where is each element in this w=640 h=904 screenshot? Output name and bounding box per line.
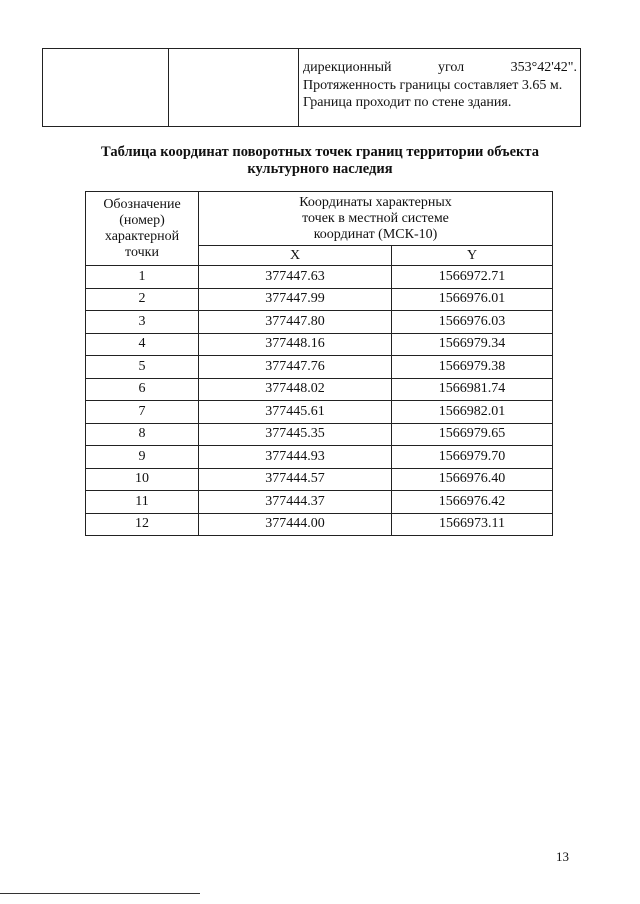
description-word: дирекционный [303,60,392,75]
y-coordinate-cell: 1566976.01 [392,288,553,311]
header-line: Обозначение [103,196,181,212]
y-coordinate-cell: 1566976.42 [392,491,553,514]
table-row [86,288,553,311]
header-line: точек в местной системе [302,210,449,226]
point-number-cell: 3 [86,311,199,334]
x-coordinate-cell: 377444.37 [199,491,392,514]
boundary-description-cell [299,49,581,127]
header-x: X [199,246,392,266]
x-coordinate-cell: 377447.76 [199,356,392,379]
y-coordinate-cell: 1566979.34 [392,333,553,356]
table-row [86,401,553,424]
x-coordinate-cell: 377447.80 [199,311,392,334]
header-line: (номер) [119,212,165,228]
y-coordinate-cell: 1566976.03 [392,311,553,334]
point-number-cell: 5 [86,356,199,379]
point-number-cell: 9 [86,446,199,469]
empty-cell [43,49,169,127]
table-row [86,266,553,289]
table-row [86,513,553,536]
page-number: 13 [556,849,569,864]
table-row [86,468,553,491]
x-coordinate-cell: 377445.35 [199,423,392,446]
x-coordinate-cell: 377448.02 [199,378,392,401]
boundary-description-row [43,49,581,127]
description-line: Граница проходит по стене здания. [303,95,512,110]
point-number-cell: 2 [86,288,199,311]
y-coordinate-cell: 1566982.01 [392,401,553,424]
x-coordinate-cell: 377444.93 [199,446,392,469]
y-coordinate-cell: 1566973.11 [392,513,553,536]
table-row [86,356,553,379]
header-point-id [86,192,199,266]
point-number-cell: 12 [86,513,199,536]
x-coordinate-cell: 377447.99 [199,288,392,311]
point-number-cell: 8 [86,423,199,446]
x-coordinate-cell: 377444.00 [199,513,392,536]
table-caption [80,144,560,178]
caption-line: Таблица координат поворотных точек границ территории объекта [101,144,539,160]
table-row [86,311,553,334]
header-line: характерной [104,228,180,244]
description-word: 353°42'42". [510,60,577,75]
description-word: угол [437,60,465,75]
y-coordinate-cell: 1566979.70 [392,446,553,469]
point-number-cell: 11 [86,491,199,514]
point-number-cell: 6 [86,378,199,401]
header-line: Координаты характерных [299,194,452,210]
y-coordinate-cell: 1566979.65 [392,423,553,446]
y-coordinate-cell: 1566981.74 [392,378,553,401]
x-coordinate-cell: 377444.57 [199,468,392,491]
y-coordinate-cell: 1566979.38 [392,356,553,379]
x-coordinate-cell: 377448.16 [199,333,392,356]
header-row [86,192,553,246]
empty-cell [169,49,299,127]
point-number-cell: 1 [86,266,199,289]
header-coordinates [199,192,553,246]
y-coordinate-cell: 1566976.40 [392,468,553,491]
description-line [303,59,577,77]
table-row [86,446,553,469]
point-number-cell: 10 [86,468,199,491]
x-coordinate-cell: 377445.61 [199,401,392,424]
table-row [86,423,553,446]
y-coordinate-cell: 1566972.71 [392,266,553,289]
header-line: точки [125,244,159,260]
footnote-rule [0,893,200,894]
table-row [86,491,553,514]
caption-line: культурного наследия [247,161,393,177]
description-line: Протяженность границы составляет 3.65 м. [303,77,563,93]
coordinates-body [86,266,553,536]
coordinates-table [85,191,553,536]
header-line: координат (МСК-10) [313,226,438,242]
x-coordinate-cell: 377447.63 [199,266,392,289]
boundary-description-table [42,48,581,127]
table-row [86,378,553,401]
table-row [86,333,553,356]
point-number-cell: 4 [86,333,199,356]
header-y: Y [392,246,553,266]
point-number-cell: 7 [86,401,199,424]
